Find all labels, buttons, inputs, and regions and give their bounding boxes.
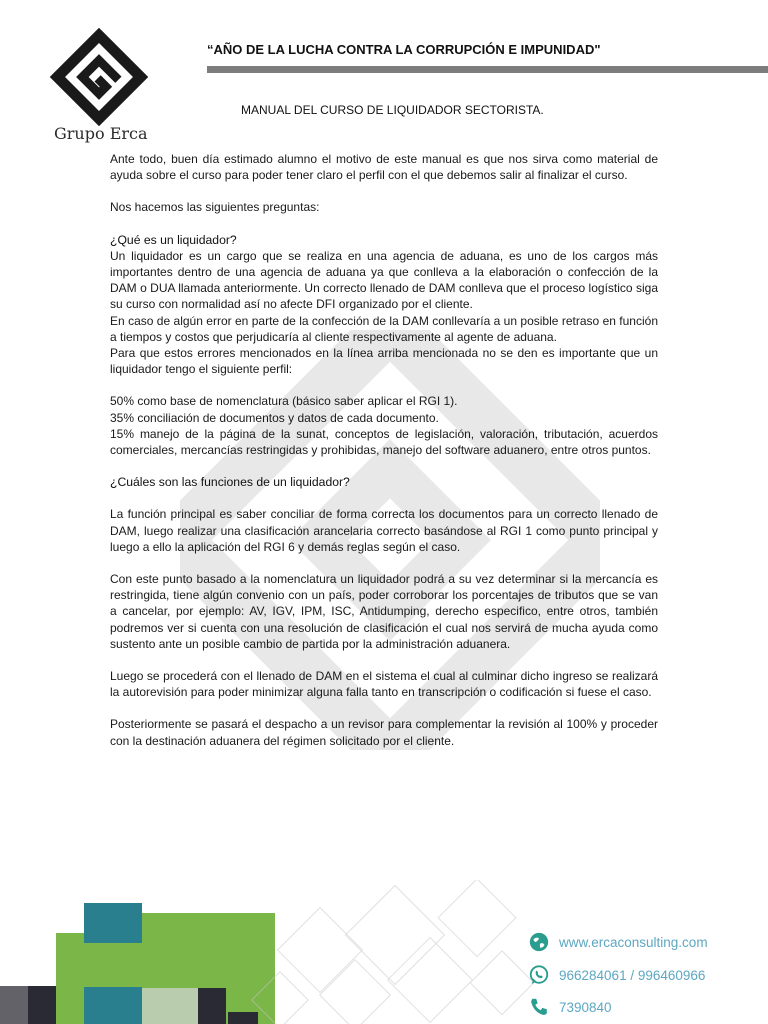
phone-contact[interactable] — [528, 996, 612, 1018]
year-motto: “AÑO DE LA LUCHA CONTRA LA CORRUPCIÓN E IMPUNIDAD" — [207, 42, 601, 57]
whatsapp-numbers[interactable]: 966284061 / 996460966 — [559, 967, 706, 983]
header-divider — [207, 66, 768, 73]
website-link[interactable]: www.ercaconsulting.com — [559, 934, 708, 950]
paragraph: Luego se procederá con el llenado de DAM en el sistema el cual al culminar dicho ingreso se realizará la autorevisión para poder minimizar alguna falla tanto en transcripción o codificación si fuese el caso. — [110, 669, 658, 700]
phone-icon — [528, 996, 550, 1018]
section-heading-que-es: ¿Qué es un liquidador? — [110, 232, 237, 247]
globe-icon — [528, 931, 550, 953]
section-heading-funciones: ¿Cuáles son las funciones de un liquidador? — [110, 475, 350, 490]
whatsapp-icon — [528, 964, 550, 986]
profile-item: 35% conciliación de documentos y datos de cada documento. — [110, 410, 439, 425]
brand-name: Grupo Erca — [54, 124, 148, 143]
profile-item: 50% como base de nomenclatura (básico saber aplicar el RGI 1). — [110, 394, 458, 409]
whatsapp-contact[interactable] — [528, 964, 705, 986]
document-title: MANUAL DEL CURSO DE LIQUIDADOR SECTORISTA. — [241, 103, 544, 117]
intro-paragraph: Ante todo, buen día estimado alumno el motivo de este manual es que nos sirva como material de ayuda sobre el curso para poder tener claro el perfil con el que debemos salir al finalizar el curso. — [110, 152, 658, 183]
profile-item: 15% manejo de la página de la sunat, conceptos de legislación, valoración, tributación, acuerdos comerciales, mercancías restringidas y prohibidas, manejo del software aduanero, entre otros puntos. — [110, 426, 658, 458]
paragraph: La función principal es saber conciliar de forma correcta los documentos para un correcto llenado de DAM, luego realizar una clasificación arancelaria correcto basándose al RGI 1 como punto principal y luego a ello la aplicación del RGI 6 y demás reglas según el caso. — [110, 507, 658, 554]
grupo-erca-logo-icon — [50, 28, 148, 126]
document-body — [110, 151, 658, 749]
questions-intro: Nos hacemos las siguientes preguntas: — [110, 200, 320, 215]
paragraph: Para que estos errores mencionados en la línea arriba mencionada no se den es importante que un liquidador tengo el siguiente perfil: — [110, 346, 658, 377]
paragraph: Posteriormente se pasará el despacho a un revisor para complementar la revisión al 100% y proceder con la destinación aduanera del régimen solicitado por el cliente. — [110, 717, 658, 748]
paragraph: Un liquidador es un cargo que se realiza en una agencia de aduana, es uno de los cargos más importantes dentro de una agencia de aduana ya que conlleva a la elaboración o confección de la DAM o DUA llamada anteriormente. Un correcto llenado de DAM conlleva que el proceso logístico siga su curso con normalidad así no afecte DFI organizado por el cliente. — [110, 248, 658, 312]
paragraph: En caso de algún error en parte de la confección de la DAM conllevaría a un posible retraso en función a tiempos y costos que perjudicaría al cliente respectivamente al agente de aduana. — [110, 313, 658, 344]
paragraph: Con este punto basado a la nomenclatura un liquidador podrá a su vez determinar si la mercancía es restringida, tiene algún convenio con un país, poder corroborar los porcentajes de tributos que se van a cancelar, por ejemplo: AV, IGV, IPM, ISC, Antidumping, derecho especifico, entre otros, también podremos ver si cuenta con una resolución de clasificación el cual nos servirá de mucha ayuda como sustento ante un posible cambio de partida por la administración aduanera. — [110, 572, 658, 651]
phone-number[interactable]: 7390840 — [559, 999, 612, 1015]
website-contact[interactable] — [528, 931, 708, 953]
footer-diamond-pattern — [250, 880, 550, 1024]
